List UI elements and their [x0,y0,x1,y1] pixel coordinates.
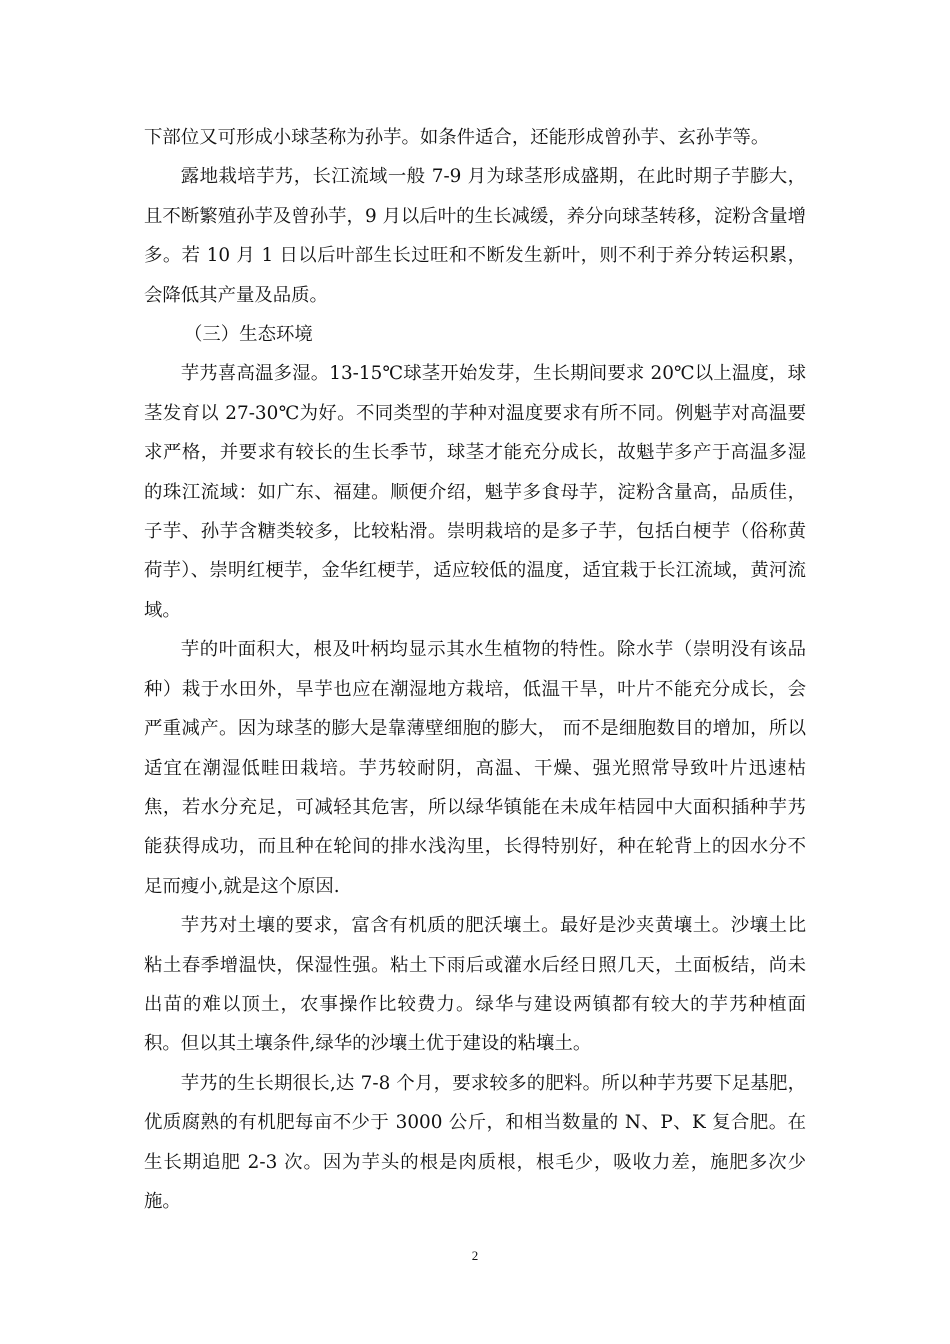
paragraph-fertilizer: 芋艿的生长期很长,达 7-8 个月，要求较多的肥料。所以种芋艿要下足基肥，优质腐熟的有机肥每亩不少于 3000 公斤，和相当数量的 N、P、K 复合肥。在生长期追肥 2-3 次。因为芋头的根是肉质根，根毛少，吸收力差，施肥多次少施。 [144,1072,806,1212]
section-heading-ecology: （三）生态环境 [184,324,313,346]
body-text [144,118,806,1221]
paragraph-continuation: 下部位又可形成小球茎称为孙芋。如条件适合，还能形成曾孙芋、玄孙芋等。 [144,127,770,148]
paragraph-corm-formation: 露地栽培芋艿，长江流域一般 7-9 月为球茎形成盛期，在此时期子芋膨大，且不断繁殖孙芋及曾孙芋，9 月以后叶的生长减缓，养分向球茎转移，淀粉含量增多。若 10 月 1 日以后叶部生长过旺和不断发生新叶，则不利于养分转运积累，会降低其产量及品质。 [144,166,806,306]
page-number: 2 [471,1248,479,1263]
paragraph-temperature: 芋艿喜高温多湿。13-15℃球茎开始发芽，生长期间要求 20℃以上温度，球茎发育以 27-30℃为好。不同类型的芋种对温度要求有所不同。例魁芋对高温要求严格，并要求有较长的生长季节，球茎才能充分成长，故魁芋多产于高温多湿的珠江流域：如广东、福建。顺便介绍，魁芋多食母芋，淀粉含量高，品质佳，子芋、孙芋含糖类较多，比较粘滑。崇明栽培的是多子芋，包括白梗芋（俗称黄荷芋）、崇明红梗芋，金华红梗芋，适应较低的温度，适宜栽于长江流域，黄河流域。 [144,363,806,621]
paragraph-water: 芋的叶面积大，根及叶柄均显示其水生植物的特性。除水芋（崇明没有该品种）栽于水田外，旱芋也应在潮湿地方栽培，低温干旱，叶片不能充分成长，会严重减产。因为球茎的膨大是靠薄壁细胞的膨大， 而不是细胞数目的增加，所以适宜在潮湿低畦田栽培。芋艿较耐阴，高温、干燥、强光照常导致叶片迅速枯焦，若水分充足，可减轻其危害，所以绿华镇能在未成年桔园中大面积插种芋艿能获得成功，而且种在轮间的排水浅沟里，长得特别好，种在轮背上的因水分不足而瘦小,就是这个原因. [144,639,806,897]
paragraph-soil: 芋艿对土壤的要求，富含有机质的肥沃壤土。最好是沙夹黄壤土。沙壤土比粘土春季增温快，保湿性强。粘土下雨后或灌水后经日照几天，土面板结，尚未出苗的难以顶土，农事操作比较费力。绿华与建设两镇都有较大的芋艿种植面积。但以其土壤条件,绿华的沙壤土优于建设的粘壤土。 [144,915,806,1055]
